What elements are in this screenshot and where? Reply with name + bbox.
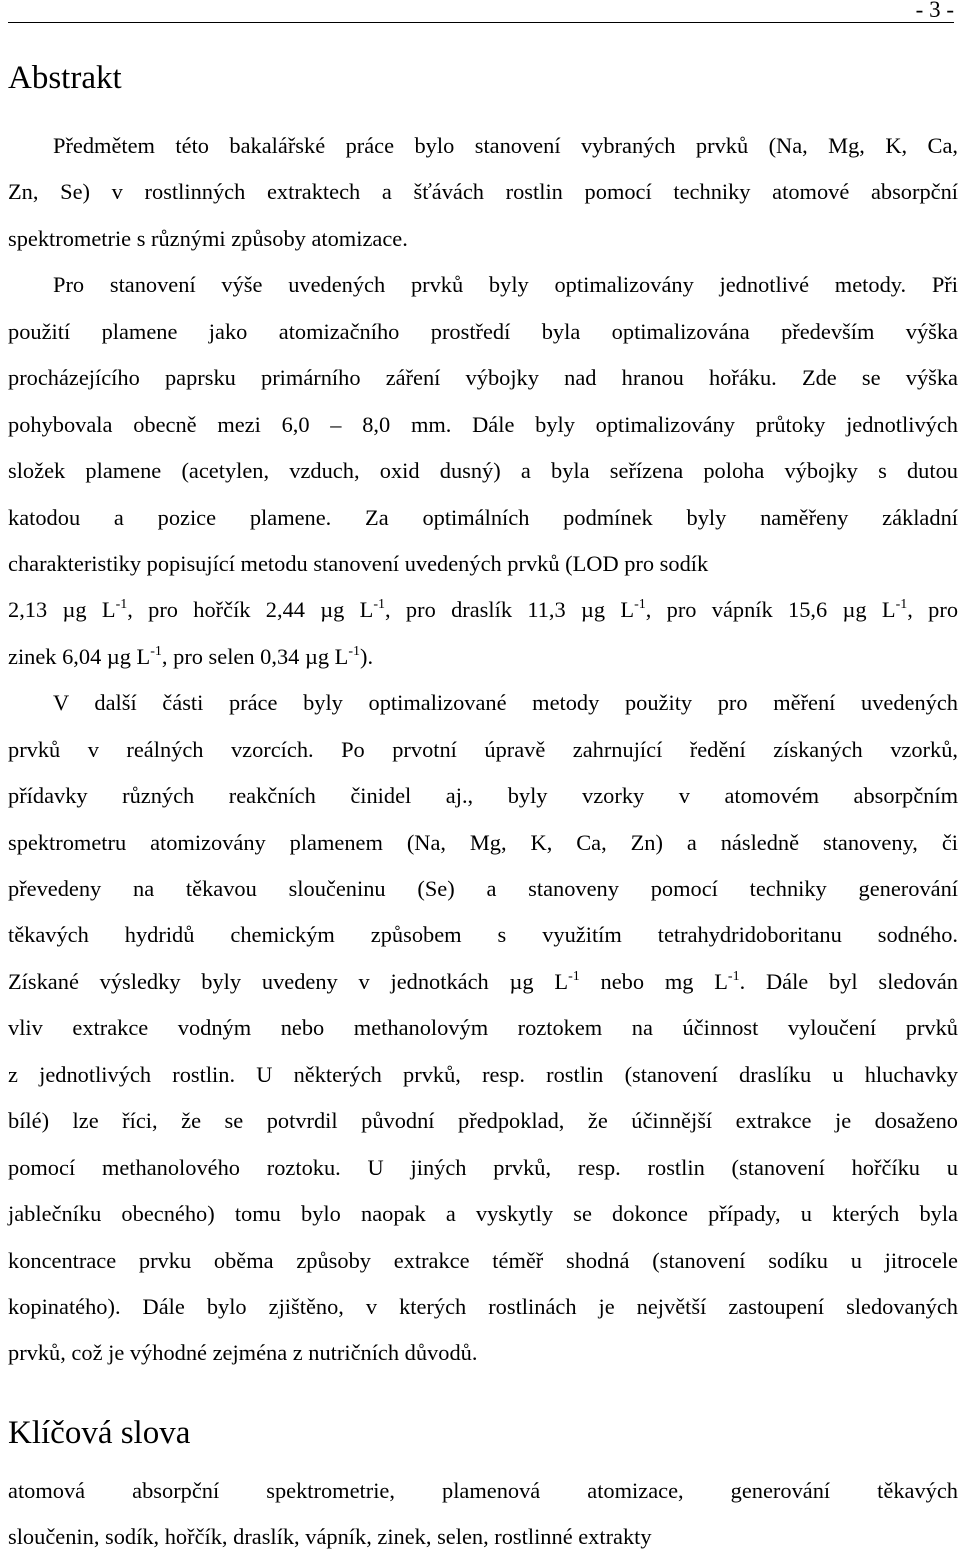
abstract-line: jablečníku obecného) tomu bylo naopak a vyskytly se dokonce případy, u kterých byla	[8, 1201, 958, 1227]
abstract-line: přídavky různých reakčních činidel aj., byly vzorky v atomovém absorpčním	[8, 783, 958, 809]
superscript: -1	[115, 597, 128, 613]
abstract-line: bílé) lze říci, že se potvrdil původní předpoklad, že účinnější extrakce je dosaženo	[8, 1108, 958, 1134]
text-run: ).	[360, 643, 374, 669]
abstract-line: V další části práce byly optimalizované metody použity pro měření uvedených	[53, 690, 958, 716]
abstract-line: katodou a pozice plamene. Za optimálních podmínek byly naměřeny základní	[8, 504, 958, 530]
text-run: 2,13 µg L	[8, 597, 116, 623]
abstract-line: spektrometru atomizovány plamenem (Na, Mg, K, Ca, Zn) a následně stanoveny, či	[8, 829, 958, 855]
keywords-heading: Klíčová slova	[8, 1415, 191, 1451]
keywords-line: sloučenin, sodík, hořčík, draslík, vápník, zinek, selen, rostlinné extrakty	[8, 1524, 652, 1549]
abstract-line: kopinatého). Dále bylo zjištěno, v kterých rostlinách je největší zastoupení sledovaných	[8, 1293, 958, 1319]
abstract-line: pohybovala obecně mezi 6,0 – 8,0 mm. Dále byly optimalizovány průtoky jednotlivých	[8, 411, 958, 437]
text-run: , pro selen 0,34 µg L	[161, 643, 349, 669]
superscript: -1	[895, 597, 908, 613]
abstract-line: převedeny na těkavou sloučeninu (Se) a stanoveny pomocí techniky generování	[8, 876, 958, 901]
superscript: -1	[373, 597, 386, 613]
abstract-line: prvků, což je výhodné zejména z nutričních důvodů.	[8, 1340, 478, 1366]
text-run: , pro hořčík 2,44 µg L	[127, 597, 374, 623]
abstract-line-lod	[8, 587, 958, 633]
text-run: , pro	[907, 597, 959, 623]
text-run: , pro draslík 11,3 µg L	[385, 597, 635, 623]
text-run: , pro vápník 15,6 µg L	[645, 597, 896, 623]
abstract-line: složek plamene (acetylen, vzduch, oxid dusný) a byla seřízena poloha výbojky s dutou	[8, 458, 958, 484]
text-run: . Dále byl sledován	[739, 968, 958, 994]
abstract-line: charakteristiky popisující metodu stanovení uvedených prvků (LOD pro sodík	[8, 550, 709, 576]
text-run: zinek 6,04 µg L	[8, 643, 151, 669]
abstract-line: procházejícího paprsku primárního záření výbojky nad hranou hořáku. Zde se výška	[8, 365, 958, 391]
abstract-line: těkavých hydridů chemickým způsobem s využitím tetrahydridoboritanu sodného.	[8, 922, 958, 948]
keywords-line: atomová absorpční spektrometrie, plamenová atomizace, generování těkavých	[8, 1478, 958, 1503]
abstract-line: použití plamene jako atomizačního prostředí byla optimalizována především výška	[8, 318, 958, 344]
abstract-line: z jednotlivých rostlin. U některých prvků, resp. rostlin (stanovení draslíku u hluchavky	[8, 1061, 958, 1087]
superscript: -1	[634, 597, 646, 613]
superscript: -1	[150, 643, 162, 659]
superscript: -1	[727, 968, 740, 984]
abstract-line: pomocí methanolového roztoku. U jiných prvků, resp. rostlin (stanovení hořčíku u	[8, 1154, 958, 1180]
abstract-body	[8, 123, 958, 1377]
abstract-line-units	[8, 959, 958, 1005]
abstract-line: spektrometrie s různými způsoby atomizace.	[8, 225, 408, 251]
abstract-line-lod	[8, 634, 958, 680]
keywords-body	[8, 1468, 958, 1560]
abstract-line: vliv extrakce vodným nebo methanolovým roztokem na účinnost vyloučení prvků	[8, 1015, 958, 1041]
text-run: Získané výsledky byly uvedeny v jednotkách µg L	[8, 968, 569, 994]
abstract-heading: Abstrakt	[8, 60, 122, 96]
abstract-line: Zn, Se) v rostlinných extraktech a šťávách rostlin pomocí techniky atomové absorpční	[8, 179, 958, 205]
abstract-line: Pro stanovení výše uvedených prvků byly optimalizovány jednotlivé metody. Při	[53, 272, 958, 298]
page-number: - 3 -	[915, 0, 954, 22]
abstract-line: koncentrace prvku oběma způsoby extrakce téměř shodná (stanovení sodíku u jitrocele	[8, 1247, 958, 1273]
abstract-line: prvků v reálných vzorcích. Po prvotní úpravě zahrnující ředění získaných vzorků,	[8, 736, 958, 762]
superscript: -1	[348, 643, 360, 659]
header-rule	[8, 22, 954, 23]
text-run: nebo mg L	[579, 968, 728, 994]
abstract-line: Předmětem této bakalářské práce bylo stanovení vybraných prvků (Na, Mg, K, Ca,	[53, 133, 958, 158]
superscript: -1	[568, 968, 580, 984]
